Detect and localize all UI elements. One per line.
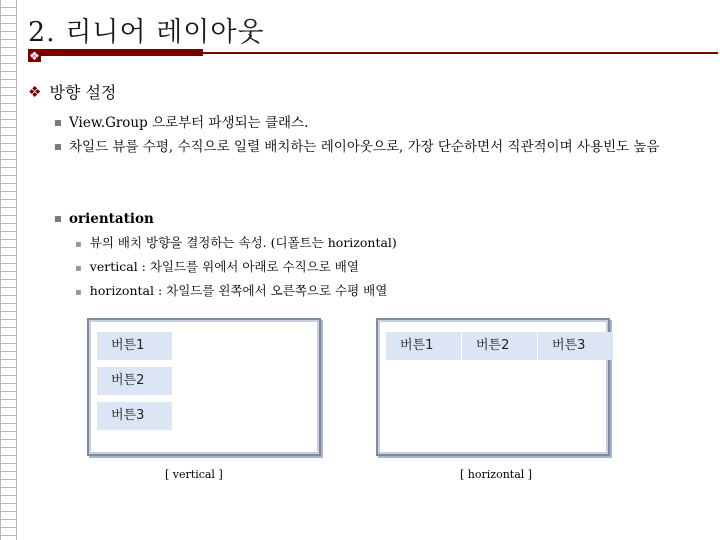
slide-title: 2. 리니어 레이아웃 [28, 17, 265, 48]
horizontal-button-2[interactable]: 버튼2 [462, 332, 537, 360]
sub-bullet-item [75, 234, 397, 254]
dot-icon: ▪ [75, 287, 82, 298]
vertical-button-3[interactable]: 버튼3 [97, 402, 172, 430]
sub-bullet-item [75, 282, 387, 302]
sub-bullet-text: 뷰의 배치 방향을 결정하는 속성. (디폴트는 horizontal) [89, 235, 397, 250]
horizontal-caption: [ horizontal ] [460, 468, 533, 481]
section-heading-text: 방향 설정 [49, 83, 117, 102]
section-heading [28, 80, 116, 103]
square-icon [55, 216, 61, 222]
title-diamond-icon: ❖ [29, 49, 40, 63]
sub-bullet-item [75, 258, 359, 278]
vertical-layout-frame [87, 318, 321, 456]
bullet-text: 차일드 뷰를 수평, 수직으로 일렬 배치하는 레이아웃으로, 가장 단순하면서 직관적이며 사용빈도 높음 [69, 139, 660, 155]
bullet-item [55, 113, 695, 134]
sub-bullet-text: vertical : 차일드를 위에서 아래로 수직으로 배열 [89, 259, 359, 274]
dot-icon: ▪ [75, 263, 82, 274]
square-icon [55, 120, 61, 126]
title-underline [28, 52, 718, 54]
vertical-button-2[interactable]: 버튼2 [97, 367, 172, 395]
left-grid-strip [0, 0, 17, 540]
bullet-text: orientation [69, 211, 154, 227]
sub-bullet-text: horizontal : 차일드를 왼쪽에서 오른쪽으로 수평 배열 [89, 283, 388, 298]
vertical-caption: [ vertical ] [165, 468, 223, 481]
dot-icon: ▪ [75, 239, 82, 250]
bullet-item [55, 137, 695, 158]
diamond-quad-icon: ❖ [28, 82, 42, 101]
square-icon [55, 144, 61, 150]
horizontal-button-1[interactable]: 버튼1 [386, 332, 461, 360]
bullet-item [55, 209, 695, 230]
bullet-text: View.Group 으로부터 파생되는 클래스. [69, 115, 309, 131]
vertical-button-1[interactable]: 버튼1 [97, 332, 172, 360]
horizontal-button-3[interactable]: 버튼3 [538, 332, 613, 360]
horizontal-layout-frame [376, 318, 610, 456]
